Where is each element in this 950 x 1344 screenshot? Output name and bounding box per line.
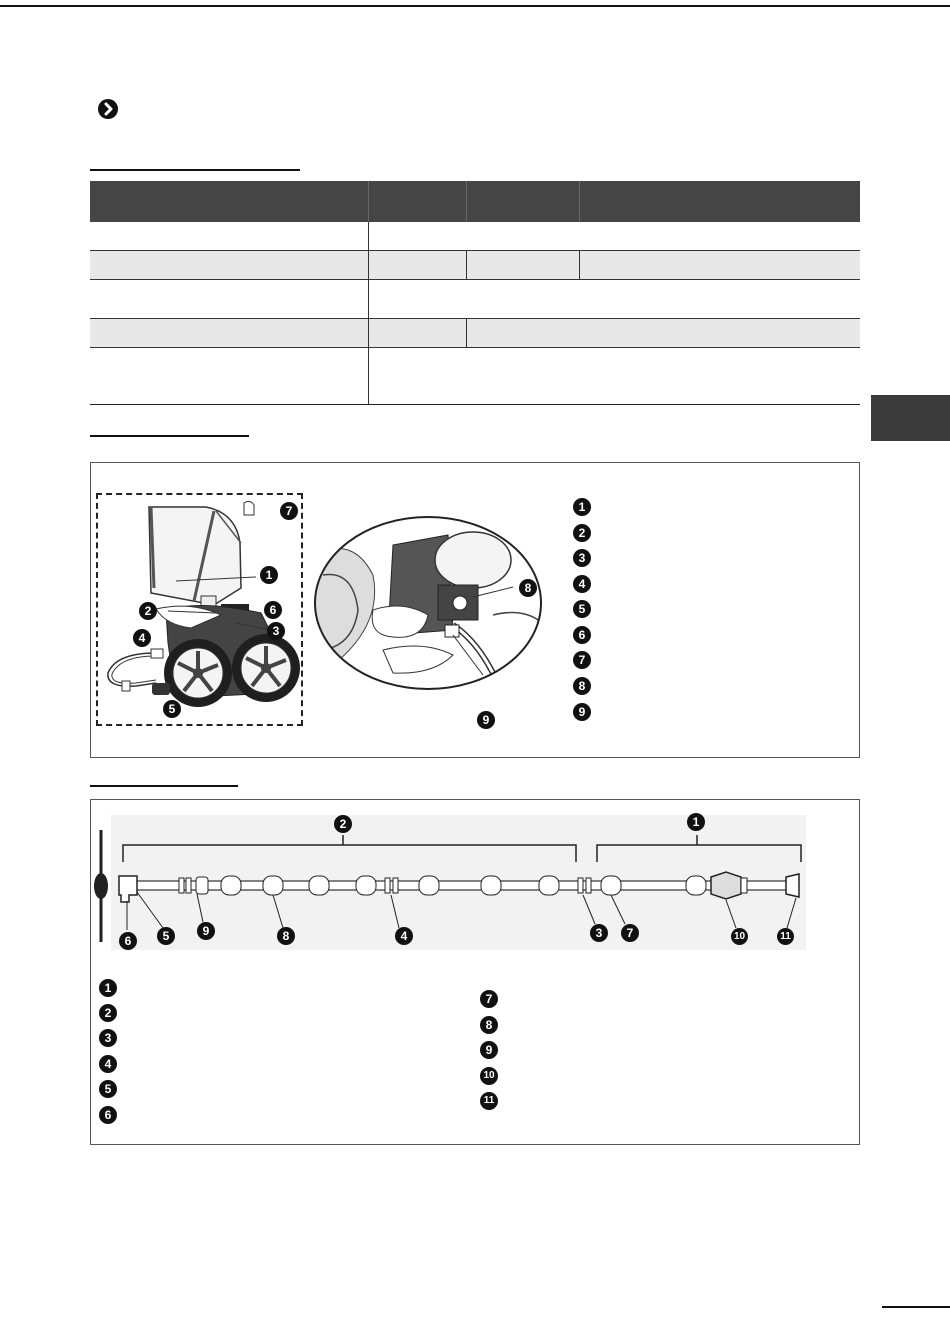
bracket-label-2: 2 <box>334 815 352 833</box>
legend-number: 1 <box>99 979 117 997</box>
callout-6: 6 <box>119 932 137 950</box>
legend-number: 3 <box>99 1029 117 1047</box>
section-heading-underline-components <box>90 435 249 437</box>
callout-6: 6 <box>264 601 282 619</box>
legend-number: 7 <box>573 651 591 669</box>
legend-number: 6 <box>573 626 591 644</box>
components-figure-panel <box>90 462 860 758</box>
section-heading-underline-specs <box>90 169 300 171</box>
legend-number: 2 <box>99 1004 117 1022</box>
callout-10: 10 <box>731 928 748 945</box>
legend-number: 11 <box>480 1092 498 1110</box>
callout-9: 9 <box>197 922 215 940</box>
callout-3: 3 <box>590 924 608 942</box>
legend-number: 5 <box>573 600 591 618</box>
callout-9: 9 <box>477 711 495 729</box>
legend-number: 8 <box>480 1016 498 1034</box>
table-row <box>90 280 860 319</box>
callout-1: 1 <box>260 566 278 584</box>
legend-number: 2 <box>573 524 591 542</box>
callout-4: 4 <box>395 927 413 945</box>
callout-5: 5 <box>157 927 175 945</box>
legend-number: 9 <box>573 703 591 721</box>
legend-number: 10 <box>480 1067 498 1085</box>
legend-number: 3 <box>573 549 591 567</box>
legend-number: 9 <box>480 1041 498 1059</box>
legend-number: 7 <box>480 990 498 1008</box>
top-rule <box>0 5 950 7</box>
callout-3: 3 <box>267 622 285 640</box>
callout-8: 8 <box>277 927 295 945</box>
legend-number: 4 <box>99 1055 117 1073</box>
chapter-side-tab <box>871 395 950 441</box>
table-header-row <box>90 181 860 222</box>
chevron-right-circle-icon <box>98 99 118 119</box>
callout-7: 7 <box>621 924 639 942</box>
callout-2: 2 <box>139 602 157 620</box>
callout-7: 7 <box>280 502 298 520</box>
callout-5: 5 <box>163 700 181 718</box>
legend-number: 5 <box>99 1080 117 1098</box>
table-row <box>90 348 860 405</box>
hose-figure-panel <box>90 799 860 1145</box>
legend-number: 4 <box>573 575 591 593</box>
page-number-rule <box>882 1306 950 1308</box>
legend-number: 1 <box>573 498 591 516</box>
callout-4: 4 <box>133 629 151 647</box>
table-row <box>90 222 860 251</box>
section-heading-underline-hose <box>90 785 238 787</box>
table-row <box>90 251 860 280</box>
callout-11: 11 <box>777 928 794 945</box>
legend-number: 8 <box>573 677 591 695</box>
bracket-label-1: 1 <box>687 813 705 831</box>
table-row <box>90 319 860 348</box>
legend-number: 6 <box>99 1106 117 1124</box>
hose-connection-closeup-illustration <box>313 515 553 695</box>
callout-8: 8 <box>519 579 537 597</box>
